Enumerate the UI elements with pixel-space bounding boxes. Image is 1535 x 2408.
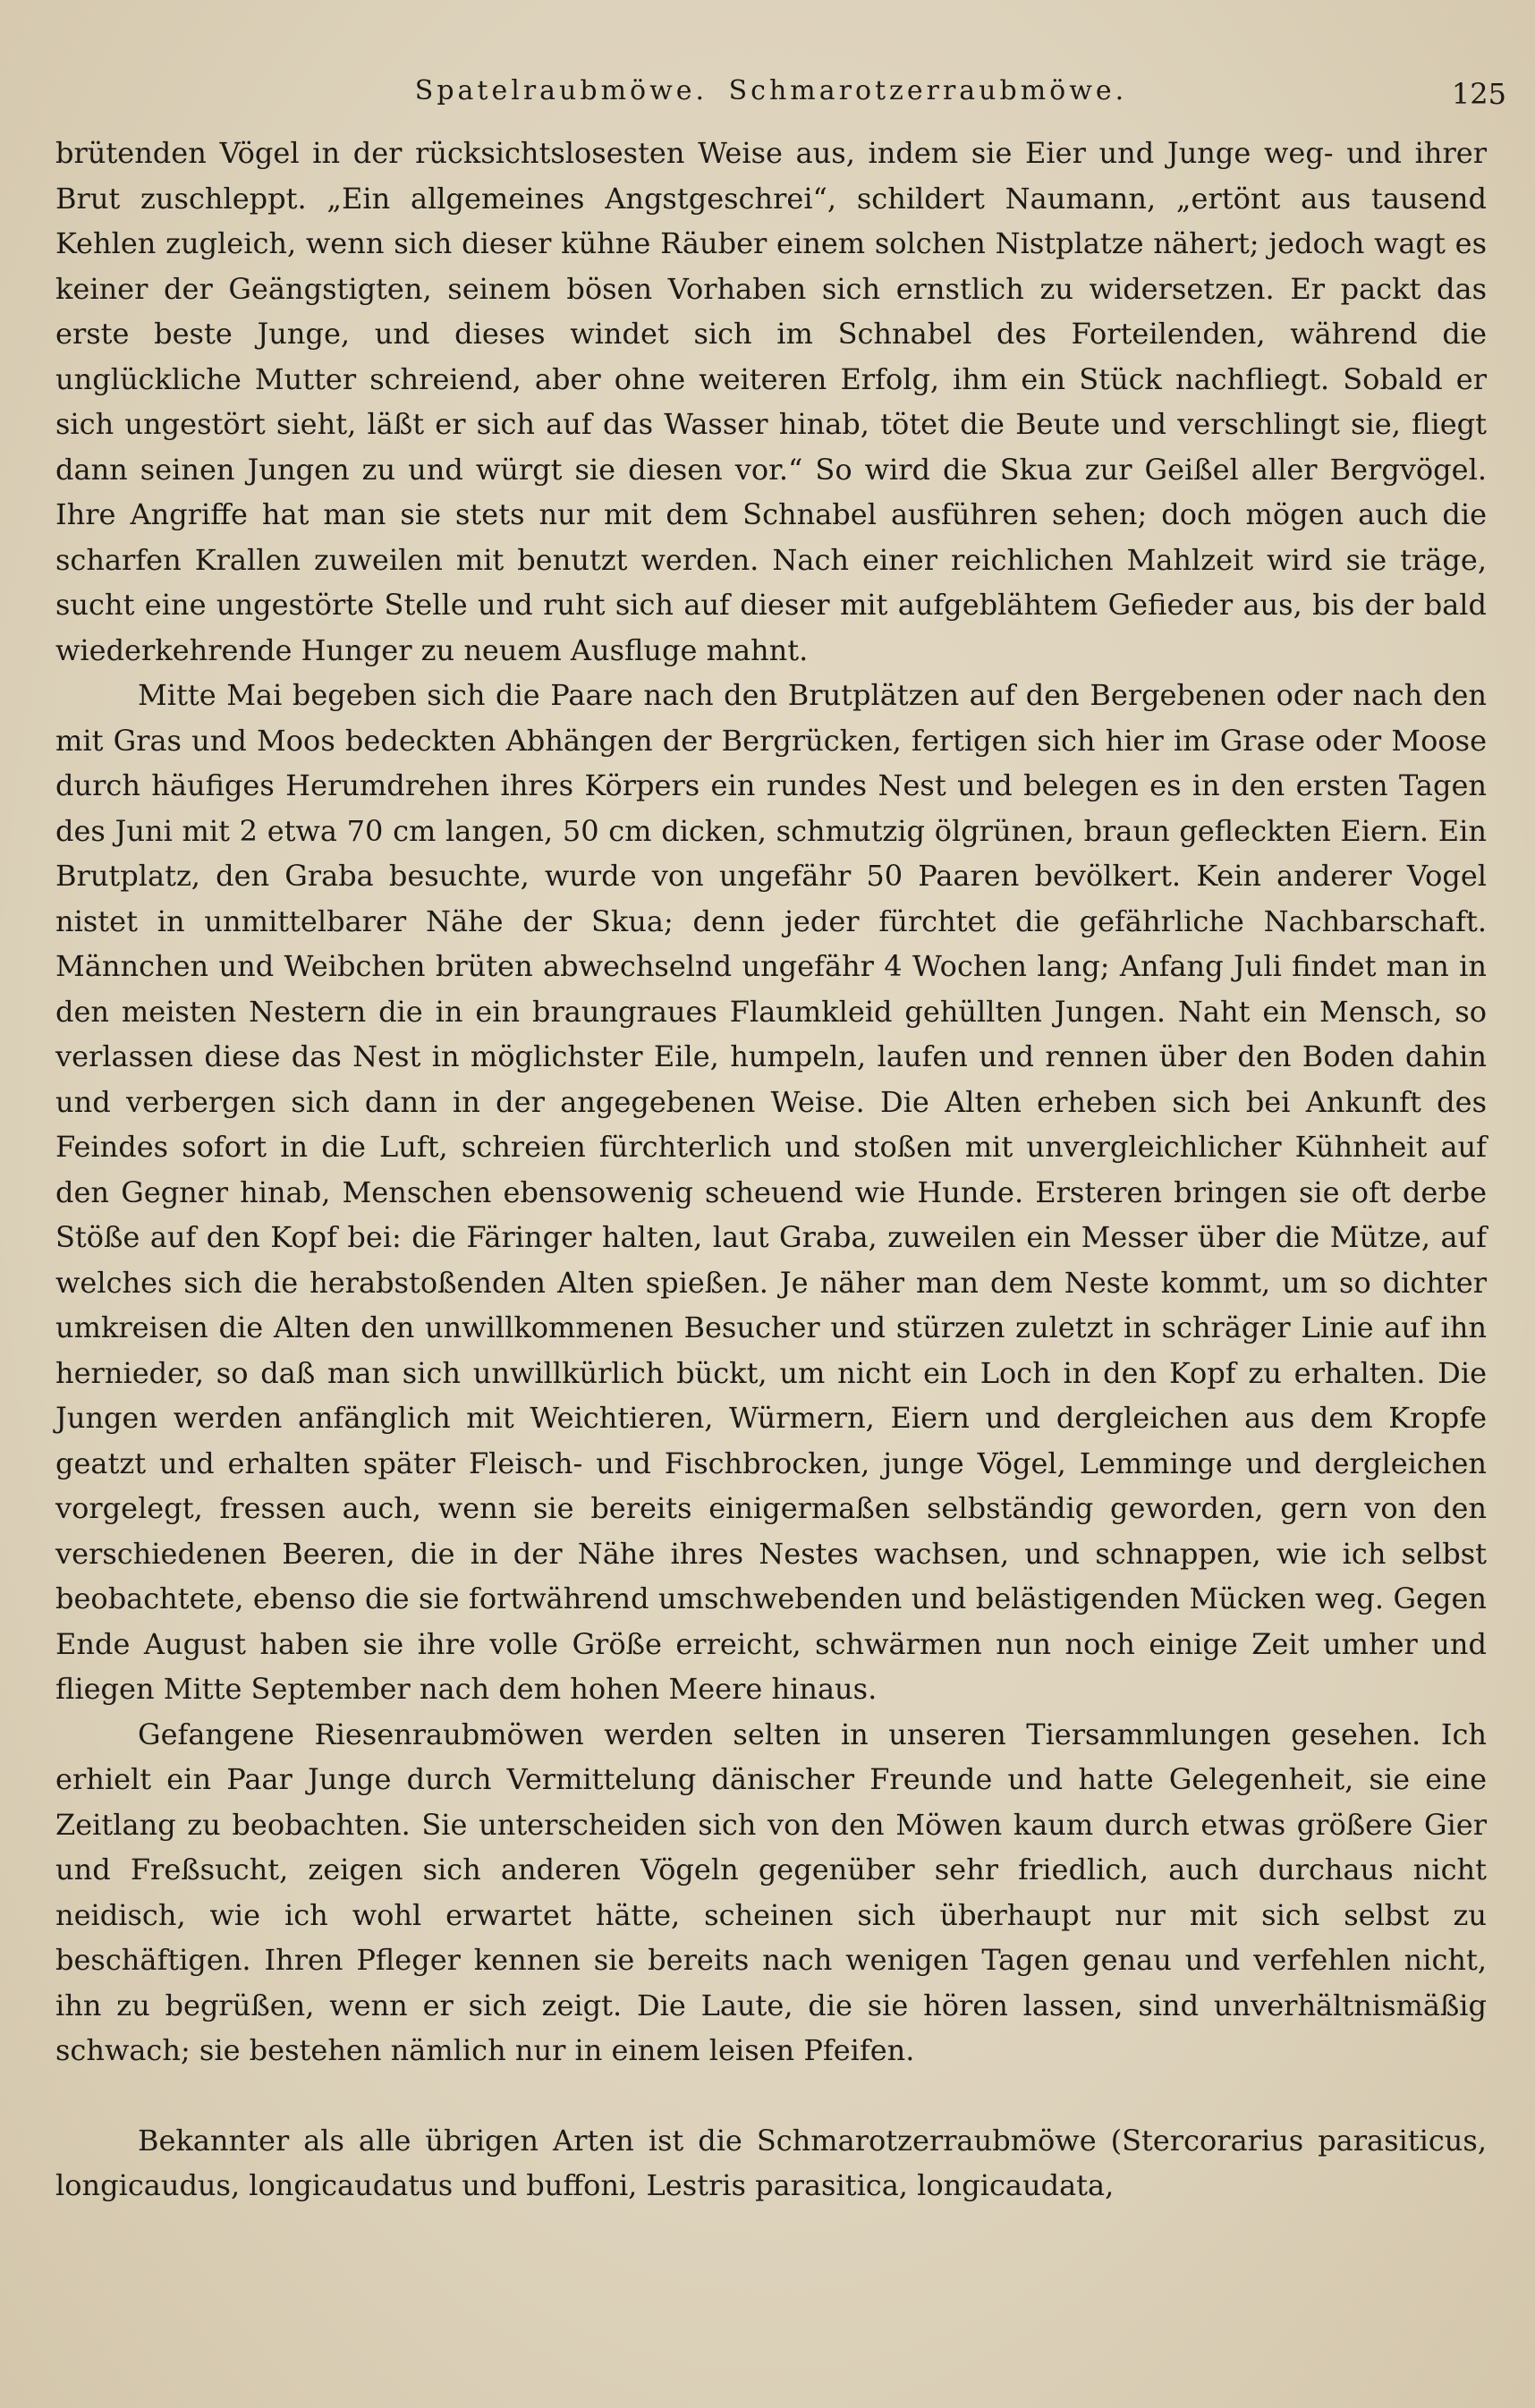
book-page [55, 75, 1506, 2209]
running-head [55, 75, 1506, 125]
paragraph-new-species: Bekannter als alle übrigen Arten ist die Schmarotzerraubmöwe (Stercorarius parasiticus, longicaudus, longicaudatus und buffoni, Lestris parasitica, longicaudata, [55, 2123, 1487, 2202]
body-text [55, 131, 1487, 2209]
paragraph-breeding: Mitte Mai begeben sich die Paare nach den Brutplätzen auf den Bergebenen oder nach den mit Gras und Moos bedeckten Abhängen der Bergrücken, fertigen sich hier im Grase oder Moose durch häufiges Herumdrehen ihres Körpers ein rundes Nest und belegen es in den ersten Tagen des Juni mit 2 etwa 70 cm langen, 50 cm dicken, schmutzig ölgrünen, braun gefleckten Eiern. Ein Brutplatz, den Graba besuchte, wurde von ungefähr 50 Paaren bevölkert. Kein anderer Vogel nistet in unmittelbarer Nähe der Skua; denn jeder fürchtet die gefährliche Nachbarschaft. Männchen und Weibchen brüten abwechselnd ungefähr 4 Wochen lang; Anfang Juli findet man in den meisten Nestern die in ein braungraues Flaumkleid gehüllten Jungen. Naht ein Mensch, so verlassen diese das Nest in möglichster Eile, humpeln, laufen und rennen über den Boden dahin und verbergen sich dann in der angegebenen Weise. Die Alten erheben sich bei Ankunft des Feindes sofort in die Luft, schreien fürchterlich und stoßen mit unvergleichlicher Kühnheit auf den Gegner hinab, Menschen ebensowenig scheuend wie Hunde. Ersteren bringen sie oft derbe Stöße auf den Kopf bei: die Färinger halten, laut Graba, zuweilen ein Messer über die Mütze, auf welches sich die herabstoßenden Alten spießen. Je näher man dem Neste kommt, um so dichter umkreisen die Alten den unwillkommenen Besucher und stürzen zuletzt in schräger Linie auf ihn hernieder, so daß man sich unwillkürlich bückt, um nicht ein Loch in den Kopf zu erhalten. Die Jungen werden anfänglich mit Weichtieren, Würmern, Eiern und dergleichen aus dem Kropfe geatzt und erhalten später Fleisch- und Fischbrocken, junge Vögel, Lemminge und dergleichen vorgelegt, fressen auch, wenn sie bereits einigermaßen selbständig geworden, gern von den verschiedenen Beeren, die in der Nähe ihres Nestes wachsen, und schnappen, wie ich selbst beobachtete, ebenso die sie fortwährend umschwebenden und belästigenden Mücken weg. Gegen Ende August haben sie ihre volle Größe erreicht, schwärmen nun noch einige Zeit umher und fliegen Mitte September nach dem hohen Meere hinaus. [55, 678, 1487, 1706]
running-title: Spatelraubmöwe. Schmarotzerraubmöwe. [414, 75, 1128, 106]
paragraph-continued: brütenden Vögel in der rücksichtslosesten Weise aus, indem sie Eier und Junge weg- und ihrer Brut zuschleppt. „Ein allgemeines Angstgeschrei“, schildert Naumann, „ertönt aus tausend Kehlen zugleich, wenn sich dieser kühne Räuber einem solchen Nistplatze nähert; jedoch wagt es keiner der Geängstigten, seinem bösen Vorhaben sich ernstlich zu widersetzen. Er packt das erste beste Junge, und dieses windet sich im Schnabel des Forteilenden, während die unglückliche Mutter schreiend, aber ohne weiteren Erfolg, ihm ein Stück nachfliegt. Sobald er sich ungestört sieht, läßt er sich auf das Wasser hinab, tötet die Beute und verschlingt sie, fliegt dann seinen Jungen zu und würgt sie diesen vor.“ So wird die Skua zur Geißel aller Bergvögel. Ihre Angriffe hat man sie stets nur mit dem Schnabel ausführen sehen; doch mögen auch die scharfen Krallen zuweilen mit benutzt werden. Nach einer reichlichen Mahlzeit wird sie träge, sucht eine ungestörte Stelle und ruht sich auf dieser mit aufgeblähtem Gefieder aus, bis der bald wiederkehrende Hunger zu neuem Ausfluge mahnt. [55, 136, 1487, 667]
page-number: 125 [1451, 77, 1506, 111]
paragraph-captivity: Gefangene Riesenraubmöwen werden selten in unseren Tiersammlungen gesehen. Ich erhielt ein Paar Junge durch Vermittelung dänischer Freunde und hatte Gelegenheit, sie eine Zeitlang zu beobachten. Sie unterscheiden sich von den Möwen kaum durch etwas größere Gier und Freßsucht, zeigen sich anderen Vögeln gegenüber sehr friedlich, auch durchaus nicht neidisch, wie ich wohl erwartet hätte, scheinen sich überhaupt nur mit sich selbst zu beschäftigen. Ihren Pfleger kennen sie bereits nach wenigen Tagen genau und verfehlen nicht, ihn zu begrüßen, wenn er sich zeigt. Die Laute, die sie hören lassen, sind unverhältnismäßig schwach; sie bestehen nämlich nur in einem leisen Pfeifen. [55, 1717, 1487, 2067]
